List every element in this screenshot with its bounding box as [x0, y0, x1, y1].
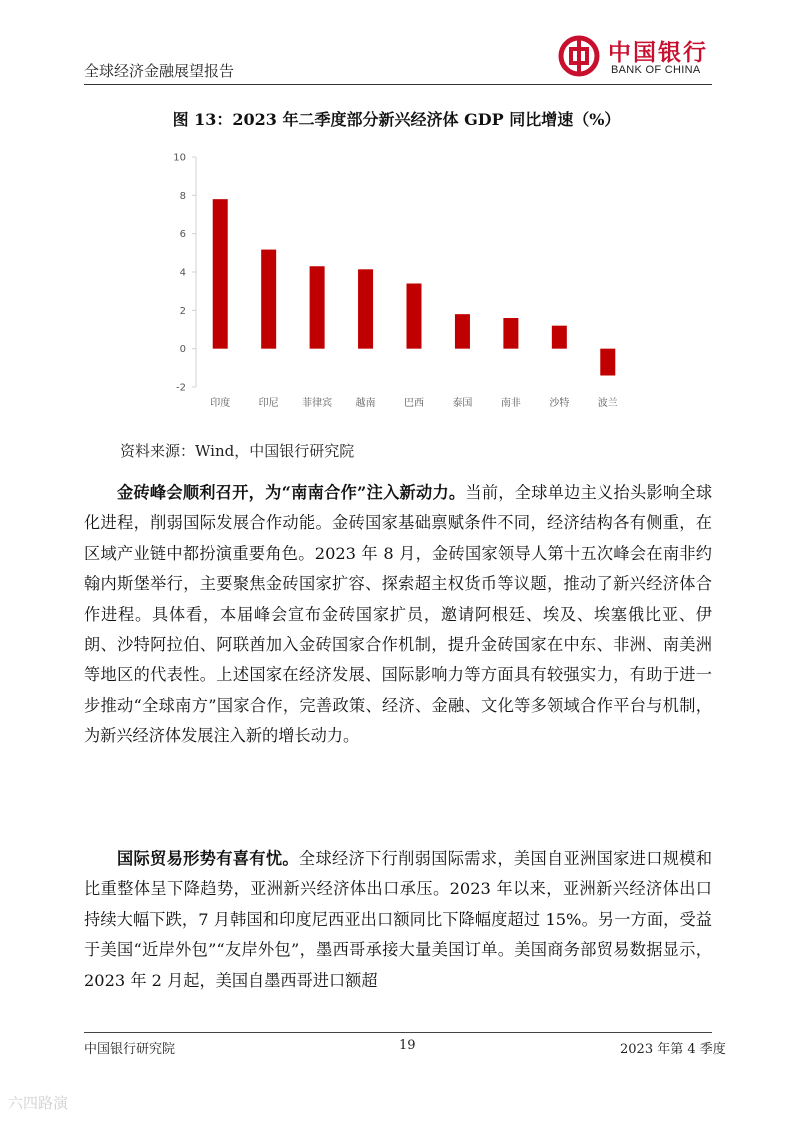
- bank-logo-icon: [558, 35, 600, 77]
- paragraph-trade: [84, 844, 712, 996]
- header-divider: [84, 84, 712, 85]
- bar-1: [213, 199, 228, 349]
- page-number: 19: [399, 1038, 416, 1053]
- bar-2: [261, 250, 276, 349]
- footer-period: 2023 年第 4 季度: [620, 1042, 726, 1057]
- y-tick-label: 0: [179, 344, 186, 356]
- x-category-label: 沙特: [549, 398, 570, 409]
- logo-text-en: BANK OF CHINA: [611, 64, 701, 76]
- bar-8: [552, 326, 567, 349]
- bank-logo: [556, 34, 712, 80]
- x-category-label: 波兰: [597, 398, 618, 409]
- report-title: 全球经济金融展望报告: [84, 62, 235, 80]
- gdp-growth-bar-chart: [160, 145, 640, 420]
- bar-6: [455, 314, 470, 349]
- y-tick-label: 8: [179, 190, 186, 202]
- paragraph-lead: 金砖峰会顺利召开，为“南南合作”注入新动力。: [117, 483, 466, 502]
- paragraph-text: 当前，全球单边主义抬头影响全球化进程，削弱国际发展合作动能。金砖国家基础禀赋条件不同，经济结构各有侧重，在区域产业链中都扮演重要角色。2023 年 8 月，金砖国家领导人第十五次峰会在南非约翰内斯堡举行，主要聚焦金砖国家扩容、探索超主权货币等议题，推动了新兴经济体合作进程。具体看，本届峰会宣布金砖国家扩员，邀请阿根廷、埃及、埃塞俄比亚、伊朗、沙特阿拉伯、阿联酋加入金砖国家合作机制，提升金砖国家在中东、非洲、南美洲等地区的代表性。上述国家在经济发展、国际影响力等方面具有较强实力，有助于进一步推动“全球南方”国家合作，完善政策、经济、金融、文化等多领域合作平台与机制，为新兴经济体发展注入新的增长动力。: [84, 483, 713, 746]
- bar-9: [600, 349, 615, 376]
- y-tick-label: 2: [179, 305, 186, 317]
- x-category-label: 菲律宾: [302, 398, 333, 409]
- bar-4: [358, 269, 373, 348]
- y-tick-label: 4: [179, 267, 186, 279]
- paragraph-brics-summit: [84, 478, 712, 752]
- paragraph-text: 全球经济下行削弱国际需求，美国自亚洲国家进口规模和比重整体呈下降趋势，亚洲新兴经济体出口承压。2023 年以来，亚洲新兴经济体出口持续大幅下跌，7 月韩国和印度尼西亚出口额同比下降幅度超过 15%。另一方面，受益于美国“近岸外包”“友岸外包”，墨西哥承接大量美国订单。美国商务部贸易数据显示，2023 年 2 月起，美国自墨西哥进口额超: [84, 849, 713, 990]
- x-category-label: 印度: [210, 398, 231, 409]
- bar-7: [503, 318, 518, 349]
- footer-org: 中国银行研究院: [84, 1042, 176, 1057]
- figure-title: 图 13：2023 年二季度部分新兴经济体 GDP 同比增速（%）: [172, 110, 621, 129]
- x-category-label: 印尼: [258, 398, 279, 409]
- y-tick-label: -2: [176, 382, 186, 394]
- bar-3: [310, 266, 325, 348]
- x-category-label: 泰国: [452, 398, 473, 409]
- x-category-label: 越南: [355, 398, 376, 409]
- paragraph-lead: 国际贸易形势有喜有忧。: [117, 849, 299, 868]
- x-category-label: 南非: [500, 398, 521, 409]
- figure-source: 资料来源：Wind，中国银行研究院: [120, 442, 355, 460]
- x-category-label: 巴西: [404, 398, 424, 409]
- y-tick-label: 10: [173, 152, 186, 164]
- y-tick-label: 6: [179, 229, 186, 241]
- footer-divider: [84, 1032, 712, 1033]
- logo-text-cn: 中国银行: [608, 39, 708, 66]
- bar-5: [407, 284, 422, 349]
- watermark: 六四路演: [8, 1094, 69, 1112]
